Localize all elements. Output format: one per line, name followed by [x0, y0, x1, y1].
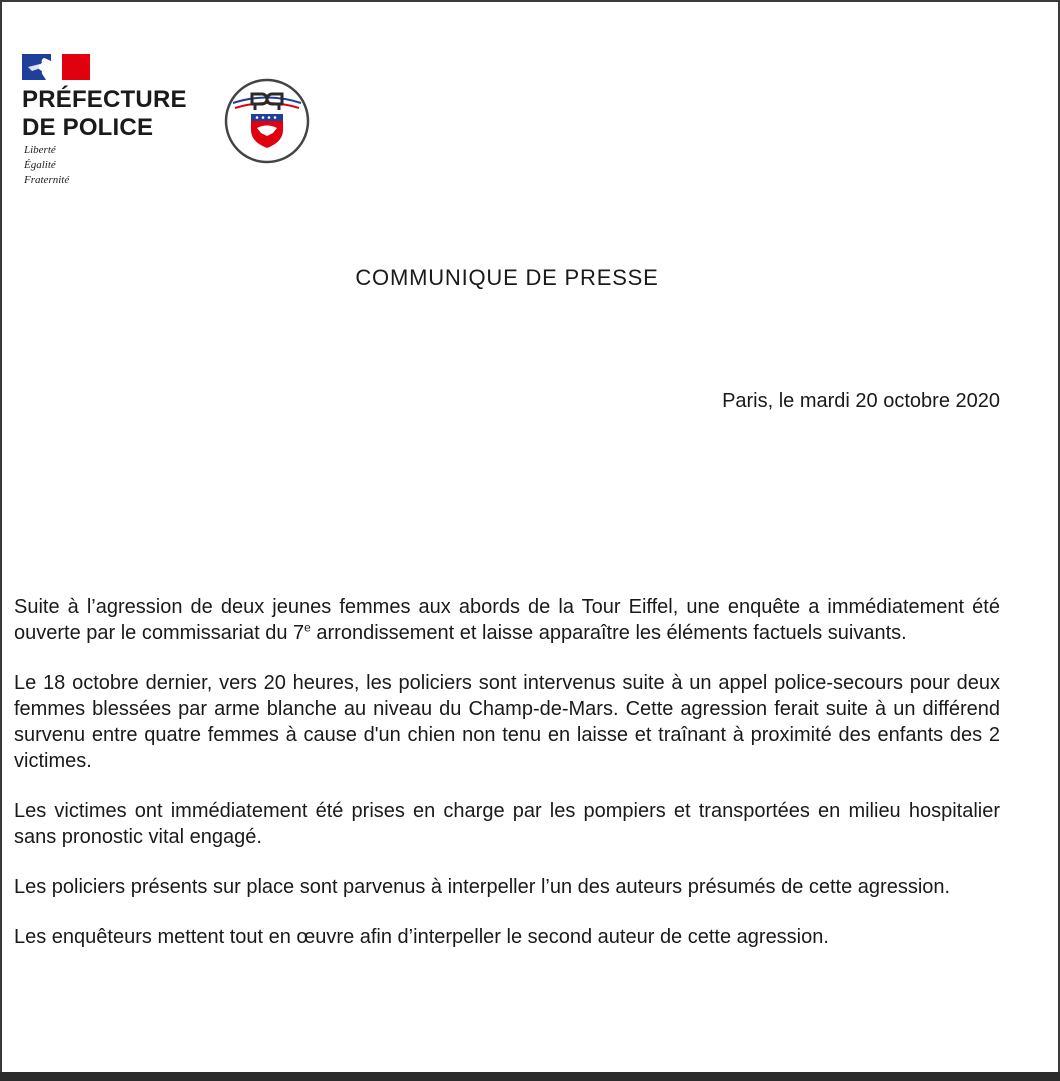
organization-line-1: PRÉFECTURE [22, 86, 187, 113]
motto-fraternite: Fraternité [24, 174, 70, 186]
prefecture-police-emblem [223, 78, 311, 164]
paragraph-1-start: Suite à l’agression de deux jeunes femmes aux abords de la Tour Eiffel, une enquête a immédiatement été ouverte par le commissariat du 7 [14, 596, 1000, 644]
paragraph-5: Les enquêteurs mettent tout en œuvre afin d’interpeller le second auteur de cette agression. [14, 926, 829, 948]
bottom-border [0, 1072, 1060, 1081]
paragraph-4: Les policiers présents sur place sont parvenus à interpeller l’un des auteurs présumés de cette agression. [14, 876, 951, 898]
organization-name [22, 86, 187, 142]
paragraph-2: Le 18 octobre dernier, vers 20 heures, les policiers sont intervenus suite à un appel police-secours pour deux femmes blessées par arme blanche au niveau du Champ-de-Mars. Cette agression ferait suite à un différend survenu entre quatre femmes à cause d'un chien non tenu en laisse et traînant à proximité des enfants des 2 victimes. [14, 672, 1000, 772]
motto-liberte: Liberté [24, 144, 56, 156]
document-body [14, 594, 1000, 950]
ordinal-suffix: e [304, 620, 311, 635]
paragraph-1-end: arrondissement et laisse apparaître les éléments factuels suivants. [310, 622, 907, 644]
document-date: Paris, le mardi 20 octobre 2020 [722, 390, 1000, 412]
organization-line-2: DE POLICE [22, 114, 154, 141]
paragraph-3: Les victimes ont immédiatement été prises en charge par les pompiers et transportées en milieu hospitalier sans pronostic vital engagé. [14, 800, 1000, 848]
marianne-flag-logo [22, 54, 90, 80]
paragraph-1 [14, 594, 1000, 646]
press-release-page [2, 2, 1058, 1072]
motto-egalite: Égalité [24, 159, 56, 171]
document-title: COMMUNIQUE DE PRESSE [355, 265, 659, 290]
republic-motto [24, 143, 69, 188]
